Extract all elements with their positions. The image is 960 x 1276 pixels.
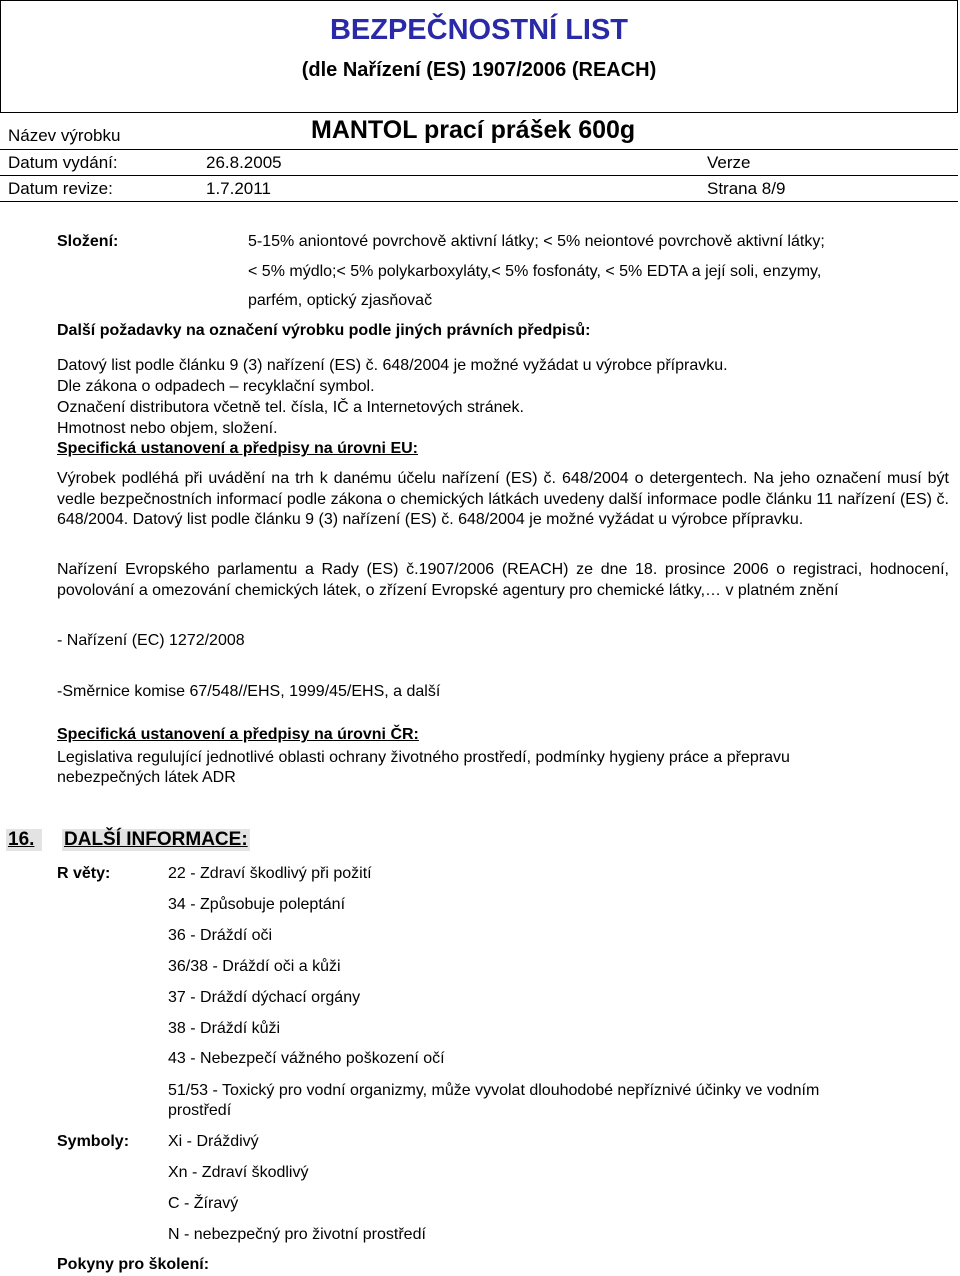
composition-label: Složení: [57, 233, 119, 250]
r-phrase-item: 37 - Dráždí dýchací orgány [168, 989, 361, 1006]
symbol-item: N - nebezpečný pro životní prostředí [168, 1226, 426, 1243]
requirement-line: Datový list podle článku 9 (3) nařízení (ES) č. 648/2004 je možné vyžádat u výrobce přípravku. [57, 357, 728, 374]
cz-paragraph: Legislativa regulující jednotlivé oblasti ochrany životného prostředí, podmínky hygieny práce a přepravu nebezpečných látek ADR [57, 749, 790, 786]
version-label: Verze [707, 153, 751, 172]
page-number: Strana 8/9 [707, 179, 786, 198]
product-name-label: Název výrobku [8, 126, 121, 145]
revision-date: 1.7.2011 [206, 179, 271, 198]
symbol-item: Xi - Dráždivý [168, 1133, 259, 1150]
cz-heading: Specifická ustanovení a předpisy na úrovni ČR: [57, 726, 419, 743]
symbols-label: Symboly: [57, 1133, 130, 1150]
symbol-item: Xn - Zdraví škodlivý [168, 1164, 309, 1181]
product-name-underline [0, 149, 958, 150]
eu-paragraph-detergents: Výrobek podléhá při uvádění na trh k danému účelu nařízení (ES) č. 648/2004 o detergentech. Na jeho označení musí být vedle bezpečnostních informací podle zákona o chemických látkách uvedeny další informace podle článku 11 nařízení (ES) č. 648/2004. Datový list podle článku 9 (3) nařízení (ES) č. 648/2004 je možné vyžádat u výrobce přípravku. [57, 470, 949, 528]
document-title: BEZPEČNOSTNÍ LIST [329, 14, 629, 46]
eu-directive-item: -Směrnice komise 67/548//EHS, 1999/45/EHS, a další [57, 683, 441, 700]
composition-line: < 5% mýdlo;< 5% polykarboxyláty,< 5% fosfonáty, < 5% EDTA a její soli, enzymy, [248, 263, 822, 280]
r-phrase-item-continued: prostředí [168, 1102, 232, 1119]
requirement-line: Označení distributora včetně tel. čísla, IČ a Internetových stránek. [57, 399, 524, 416]
other-requirements-heading: Další požadavky na označení výrobku podle jiných právních předpisů: [57, 322, 591, 339]
eu-regulation-item: - Nařízení (EC) 1272/2008 [57, 632, 245, 649]
issue-date-underline [0, 175, 958, 176]
r-phrase-item: 38 - Dráždí kůži [168, 1020, 281, 1037]
requirement-line: Dle zákona o odpadech – recyklační symbol. [57, 378, 375, 395]
eu-paragraph-reach: Nařízení Evropského parlamentu a Rady (ES) č.1907/2006 (REACH) ze dne 18. prosince 2006 o registraci, hodnocení, povolování a omezování chemických látek, o zřízení Evropské agentury pro chemické látky,… v platném znění [57, 561, 949, 599]
r-phrase-item: 43 - Nebezpečí vážného poškození očí [168, 1050, 445, 1067]
training-label: Pokyny pro školení: [57, 1256, 210, 1273]
r-phrases-label: R věty: [57, 865, 111, 882]
r-phrase-item: 36/38 - Dráždí oči a kůži [168, 958, 341, 975]
r-phrase-item: 36 - Dráždí oči [168, 927, 273, 944]
eu-heading: Specifická ustanovení a předpisy na úrovni EU: [57, 440, 418, 457]
requirement-line: Hmotnost nebo objem, složení. [57, 420, 278, 437]
document-subtitle: (dle Nařízení (ES) 1907/2006 (REACH) [301, 59, 657, 81]
r-phrase-item: 22 - Zdraví škodlivý při požití [168, 865, 372, 882]
product-name: MANTOL prací prášek 600g [311, 116, 636, 144]
r-phrase-item: 51/53 - Toxický pro vodní organizmy, může vyvolat dlouhodobé nepříznivé účinky ve vodním [168, 1082, 820, 1099]
issue-date-label: Datum vydání: [8, 153, 118, 172]
composition-line: parfém, optický zjasňovač [248, 292, 433, 309]
issue-date: 26.8.2005 [206, 153, 282, 172]
r-phrase-item: 34 - Způsobuje poleptání [168, 896, 346, 913]
revision-date-underline [0, 201, 958, 202]
section-16-title: DALŠÍ INFORMACE: [64, 829, 248, 850]
revision-date-label: Datum revize: [8, 179, 113, 198]
symbol-item: C - Žíravý [168, 1195, 239, 1212]
section-16-number: 16. [6, 829, 42, 851]
composition-line: 5-15% aniontové povrchově aktivní látky; < 5% neiontové povrchově aktivní látky; [248, 233, 825, 250]
